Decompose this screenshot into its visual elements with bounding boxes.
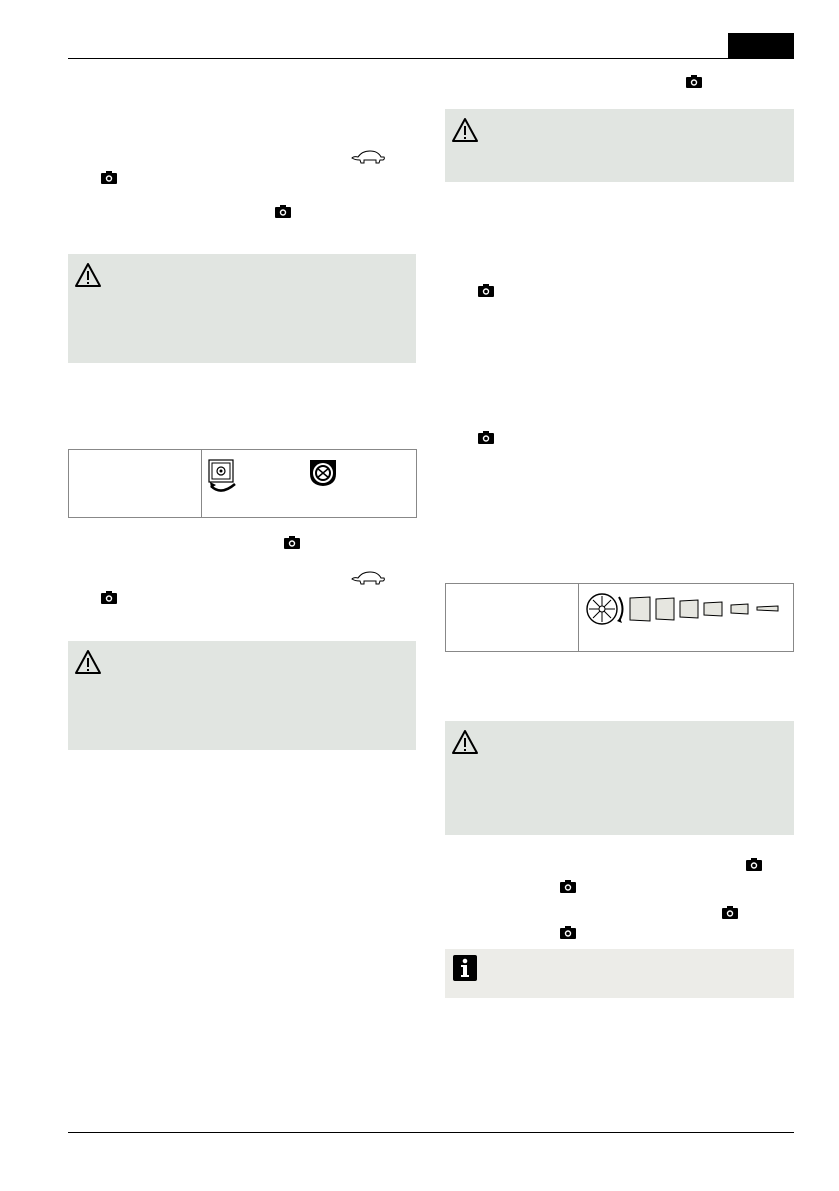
turtle-icon <box>350 148 386 166</box>
warning-box <box>68 641 416 750</box>
camera-icon <box>478 284 494 297</box>
speed-table <box>445 583 794 652</box>
camera-icon <box>746 858 762 871</box>
warning-box <box>445 109 794 182</box>
camera-icon <box>722 906 738 919</box>
speed-scale-icon <box>584 589 784 629</box>
warning-icon <box>451 729 479 755</box>
info-box <box>445 949 794 998</box>
camera-icon <box>478 431 494 444</box>
camera-icon <box>284 536 300 549</box>
warning-icon <box>74 262 102 288</box>
info-icon <box>453 955 477 981</box>
header-rule <box>68 58 794 59</box>
warning-box <box>445 721 794 835</box>
camera-icon <box>686 75 702 88</box>
tool-ring-icon <box>307 456 339 488</box>
footer-rule <box>68 1132 794 1133</box>
camera-icon <box>560 926 576 939</box>
language-tab <box>728 33 794 59</box>
table-divider <box>578 584 579 651</box>
warning-icon <box>74 649 102 675</box>
table-divider <box>201 450 202 517</box>
warning-box <box>68 254 416 363</box>
camera-icon <box>101 171 117 184</box>
warning-icon <box>451 117 479 143</box>
turtle-icon <box>350 569 386 587</box>
symbol-table <box>68 449 417 518</box>
camera-icon <box>275 205 291 218</box>
camera-icon <box>101 591 117 604</box>
gear-rotate-icon <box>207 458 239 494</box>
camera-icon <box>560 880 576 893</box>
